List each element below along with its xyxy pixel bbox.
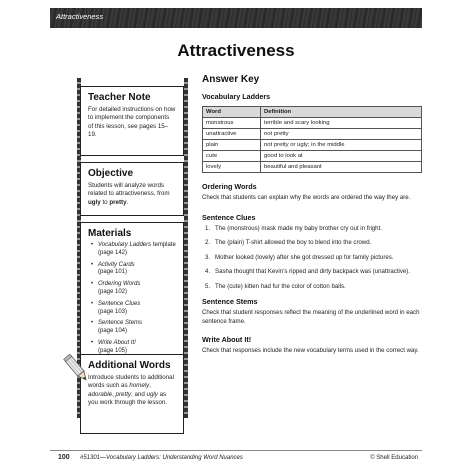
- objective-body: [81, 182, 183, 212]
- word-cell: plain: [203, 140, 261, 151]
- additional-words-heading: Additional Words: [88, 360, 171, 371]
- objective-word-pretty: pretty: [109, 198, 127, 206]
- item-number: 5.: [205, 282, 211, 290]
- objective-text-mid: to: [100, 198, 110, 206]
- write-about-it-body: Check that responses include the new vocabulary terms used in the correct way.: [202, 347, 419, 355]
- footer-divider: [50, 450, 422, 451]
- definition-cell: good to look at: [261, 151, 422, 162]
- teacher-note-heading: Teacher Note: [88, 92, 151, 103]
- objective-box: [80, 162, 184, 216]
- list-item: [202, 225, 422, 234]
- clue-text: Sasha thought that Kevin’s ripped and dirty backpack was (unattractive).: [215, 268, 410, 276]
- table-row: [203, 129, 422, 140]
- separator: , and: [131, 390, 147, 398]
- teacher-note-box: [80, 86, 184, 156]
- column-header-word: Word: [203, 107, 261, 118]
- material-name: Vocabulary Ladders: [98, 242, 152, 248]
- objective-word-ugly: ugly: [88, 198, 101, 206]
- materials-item: [91, 242, 177, 258]
- material-name: Sentence Stems: [98, 320, 143, 327]
- table-row: [203, 151, 422, 162]
- write-about-it-heading: Write About It!: [202, 335, 252, 345]
- ordering-words-heading: Ordering Words: [202, 182, 257, 191]
- additional-words-body: [81, 374, 183, 412]
- material-detail: (page 101): [98, 269, 128, 276]
- material-detail: (page 103): [98, 308, 128, 315]
- lesson-page: [50, 8, 422, 464]
- definition-cell: beautiful and pleasant: [261, 162, 422, 173]
- word-homely: homely: [129, 382, 150, 390]
- main-content: [202, 74, 422, 356]
- additional-words-text: Introduce students to additional words such as: [88, 374, 174, 390]
- materials-item: [91, 262, 177, 278]
- materials-list: [81, 242, 183, 364]
- table-row: [203, 140, 422, 151]
- table-row: [203, 118, 422, 129]
- page-number: 100: [58, 454, 70, 461]
- item-number: 2.: [205, 239, 211, 247]
- word-adorable: adorable: [88, 390, 113, 398]
- clue-text: Mother looked (lovely) after she got dressed up for family pictures.: [215, 253, 394, 261]
- footer-book-title: #51301—Vocabulary Ladders: Understanding Word Nuances: [80, 455, 243, 461]
- material-detail: (page 102): [98, 288, 128, 295]
- material-name: Write About It!: [98, 339, 136, 346]
- clue-text: The (plain) T-shirt allowed the boy to blend into the crowd.: [215, 239, 372, 247]
- answer-key-heading: Answer Key: [202, 74, 260, 85]
- material-name: Activity Cards: [98, 261, 135, 268]
- sentence-clues-heading: Sentence Clues: [202, 212, 256, 222]
- additional-words-text-end: as you work through the lesson.: [88, 390, 168, 407]
- objective-text: Students will analyze words related to attractiveness, from: [88, 182, 170, 198]
- additional-words-box: [80, 354, 184, 434]
- material-name: Ordering Words: [98, 281, 141, 288]
- vocab-table: [202, 106, 422, 173]
- sentence-stems-body: Check that student responses reflect the meaning of the underlined word in each sentence frame.: [202, 309, 420, 325]
- word-cell: cute: [203, 151, 261, 162]
- definition-cell: not pretty: [261, 129, 422, 140]
- materials-item: [91, 301, 177, 317]
- word-pretty: pretty: [115, 390, 132, 398]
- vocab-ladders-heading: Vocabulary Ladders: [202, 92, 271, 101]
- item-number: 1.: [205, 224, 211, 232]
- pencil-icon: [62, 353, 92, 385]
- definition-cell: terrible and scary looking: [261, 118, 422, 129]
- material-name: Sentence Clues: [98, 300, 141, 307]
- ordering-words-body: Check that students can explain why the words are ordered the way they are.: [202, 194, 411, 201]
- header-bar: [50, 8, 422, 28]
- materials-item: [91, 320, 177, 336]
- materials-box: [80, 222, 184, 356]
- list-item: [202, 254, 422, 263]
- material-detail: (page 104): [98, 328, 128, 335]
- list-item: [202, 283, 422, 292]
- word-cell: lovely: [203, 162, 261, 173]
- list-item: [202, 268, 422, 277]
- sentence-clues-list: [202, 225, 422, 292]
- material-detail: template (page 142): [98, 242, 176, 256]
- material-detail: (page 105): [98, 347, 128, 354]
- page-footer: [50, 454, 422, 466]
- word-ugly: ugly: [146, 390, 158, 398]
- item-number: 4.: [205, 268, 211, 276]
- table-header-row: [203, 107, 422, 118]
- separator: ,: [149, 382, 151, 390]
- teacher-note-body: For detailed instructions on how to implement the components of this lesson, see pages 15–19.: [88, 106, 176, 139]
- clue-text: The (monstrous) mask made my baby brother cry out in fright.: [215, 224, 382, 232]
- column-header-definition: Definition: [261, 107, 422, 118]
- word-cell: unattractive: [203, 129, 261, 140]
- right-rail-decoration: [184, 78, 188, 418]
- table-row: [203, 162, 422, 173]
- objective-heading: Objective: [88, 168, 134, 179]
- item-number: 3.: [205, 253, 211, 261]
- objective-text-end: .: [126, 198, 129, 206]
- footer-publisher: © Shell Education: [370, 455, 418, 461]
- definition-cell: not pretty or ugly; in the middle: [261, 140, 422, 151]
- separator: ,: [112, 390, 116, 398]
- clue-text: The (cute) kitten had fur the color of cotton balls.: [215, 282, 346, 290]
- header-label: Attractiveness: [56, 12, 104, 21]
- materials-item: [91, 281, 177, 297]
- list-item: [202, 239, 422, 248]
- sentence-stems-heading: Sentence Stems: [202, 297, 258, 307]
- materials-heading: Materials: [88, 228, 132, 239]
- page-title: Attractiveness: [177, 41, 295, 60]
- word-cell: monstrous: [203, 118, 261, 129]
